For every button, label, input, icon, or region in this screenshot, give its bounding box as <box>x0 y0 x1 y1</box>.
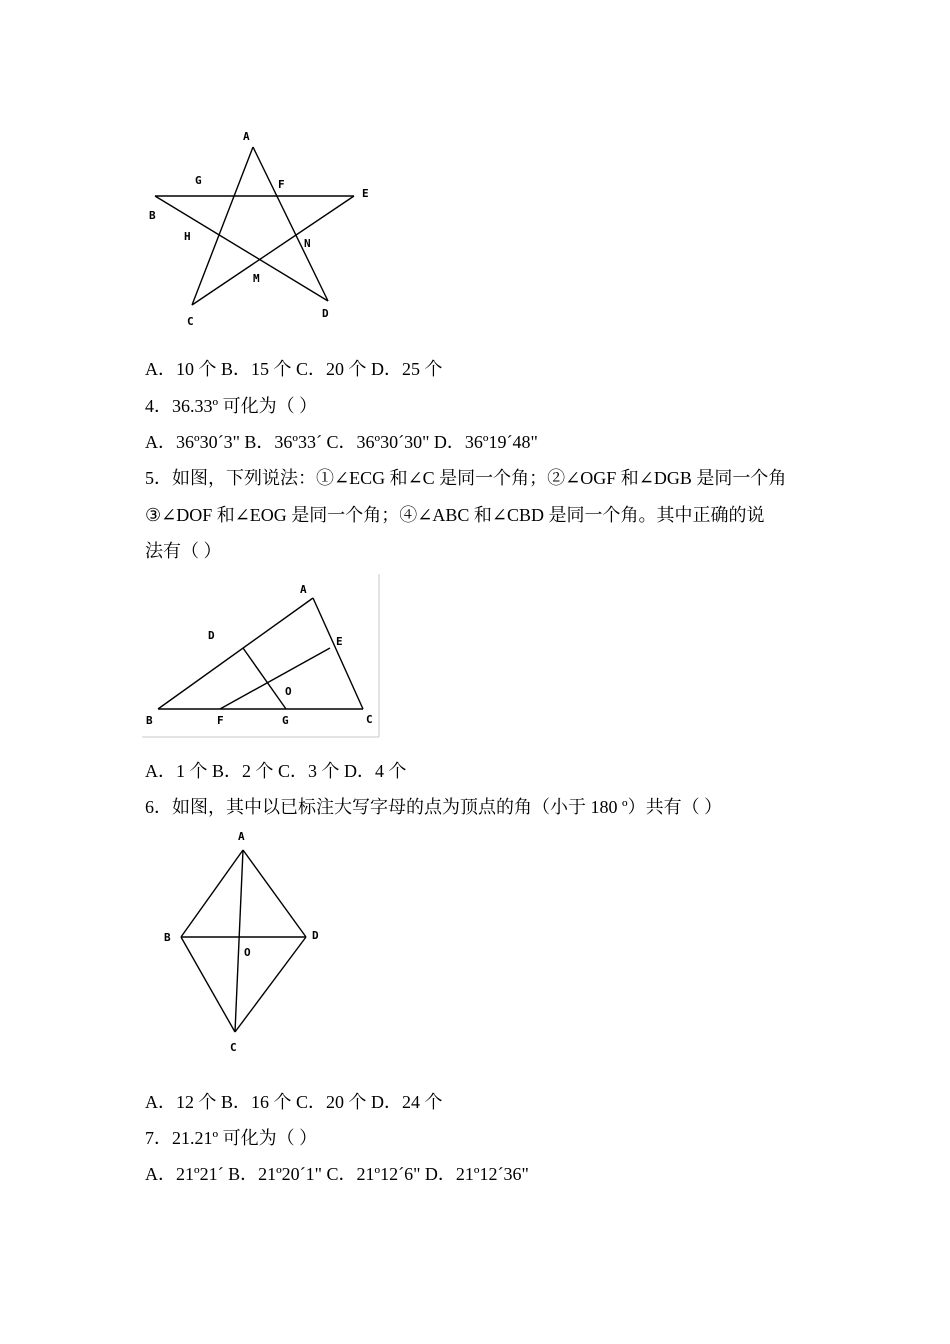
label-d: D <box>208 629 215 642</box>
label-o: O <box>244 946 251 959</box>
q4-question: 4．36.33º 可化为（ ） <box>145 396 318 416</box>
segment-ac <box>235 850 243 1032</box>
label-c: C <box>366 713 373 726</box>
label-o: O <box>285 685 292 698</box>
segment-bc <box>181 937 235 1032</box>
label-g: G <box>282 714 289 727</box>
label-a: A <box>243 130 250 143</box>
segment-ec <box>192 196 354 305</box>
q5-question-line1: 5．如图，下列说法：①∠ECG 和∠C 是同一个角；②∠OGF 和∠DGB 是同一个角 <box>145 468 787 488</box>
segment-ad <box>243 850 306 937</box>
triangle-figure <box>140 572 385 740</box>
rhombus-diagram <box>150 822 340 1057</box>
q6-options: A．12 个 B．16 个 C．20 个 D．24 个 <box>145 1092 443 1112</box>
label-a: A <box>300 583 307 596</box>
rhombus-figure <box>150 822 340 1057</box>
segment-ac <box>192 147 253 305</box>
label-m: M <box>253 272 260 285</box>
label-b: B <box>164 931 171 944</box>
q7-question: 7．21.21º 可化为（ ） <box>145 1128 318 1148</box>
label-f: F <box>217 714 224 727</box>
label-d: D <box>312 929 319 942</box>
q7-options: A．21º21´ B．21º20´1" C．21º12´6" D．21º12´36" <box>145 1164 529 1184</box>
label-b: B <box>146 714 153 727</box>
q3-options: A．10 个 B．15 个 C．20 个 D．25 个 <box>145 359 443 379</box>
label-c: C <box>187 315 194 328</box>
label-d: D <box>322 307 329 320</box>
q5-question-line3: 法有（ ） <box>145 541 222 561</box>
label-e: E <box>362 187 369 200</box>
q5-question-line2: ③∠DOF 和∠EOG 是同一个角；④∠ABC 和∠CBD 是同一个角。其中正确的说 <box>145 505 765 525</box>
label-c: C <box>230 1041 237 1054</box>
triangle-diagram <box>140 572 385 740</box>
star-diagram <box>140 120 380 335</box>
q4-options: A．36º30´3" B．36º33´ C．36º30´30" D．36º19´48" <box>145 432 538 452</box>
star-figure <box>140 120 380 335</box>
segment-fe <box>220 648 330 709</box>
label-g: G <box>195 174 202 187</box>
label-n: N <box>304 237 311 250</box>
label-a: A <box>238 830 245 843</box>
label-b: B <box>149 209 156 222</box>
label-e: E <box>336 635 343 648</box>
q6-question: 6．如图，其中以已标注大写字母的点为顶点的角（小于 180 º）共有（ ） <box>145 797 723 817</box>
segment-dg <box>243 648 286 709</box>
label-f: F <box>278 178 285 191</box>
label-h: H <box>184 230 191 243</box>
q5-options: A．1 个 B．2 个 C．3 个 D．4 个 <box>145 761 407 781</box>
segment-ab <box>181 850 243 937</box>
